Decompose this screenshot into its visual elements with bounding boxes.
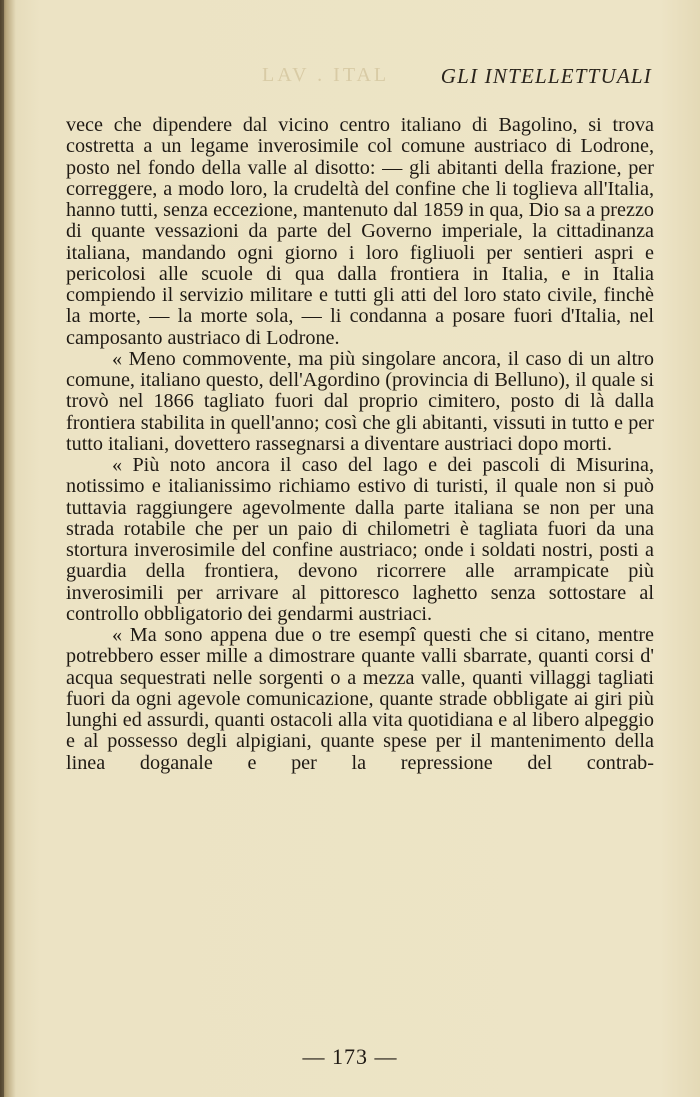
running-header: GLI INTELLETTUALI — [440, 64, 652, 88]
spine-shadow — [0, 0, 4, 1097]
body-text — [66, 115, 654, 774]
paragraph-4: « Ma sono appena due o tre esempî questi che si citano, mentre potrebbero esser mille a dimostrare quante valli sbarrate, quanti corsi d' acqua sequestrati nelle sorgenti o a mezza valle, quanti villaggi tagliati fuori da ogni agevole comunicazione, quante strade obbligate ai giri più lunghi ed assurdi, quanti ostacoli alla vita quotidiana e al libero alpeggio e al possesso degli alpigiani, quante spese per il mantenimento della linea doganale e per la repressione del contrab- — [66, 624, 654, 774]
paragraph-3: « Più noto ancora il caso del lago e dei pascoli di Misurina, notissimo e italianissimo richiamo estivo di turisti, il quale non si può tuttavia raggiungere agevolmente dalla parte italiana se non per una strada rotabile che per un paio di chilometri è tagliata fuori da una stortura inverosimile del confine austriaco; onde i soldati nostri, posti a guardia della frontiera, devono ricorrere alle arrampicate più inverosimili per arrivare al pittoresco laghetto senza sottostare al controllo obbligatorio dei gendarmi austriaci. — [66, 454, 654, 625]
page-number: — 173 — — [302, 1044, 398, 1069]
bleed-through-header: LAV . ITAL — [262, 64, 390, 86]
paragraph-1: vece che dipendere dal vicino centro italiano di Bagolino, si trova costretta a un legame inverosimile col comune austriaco di Lodrone, posto nel fondo della valle al disotto: — gli abitanti della frazione, per correggere, a modo loro, la crudeltà del confine che li toglieva all'Italia, hanno tutti, senza eccezione, mantenuto dal 1859 in qua, Dio sa a prezzo di quante vessazioni da parte del Governo imperiale, la cittadinanza italiana, mandando ogni giorno i loro figliuoli per sentieri aspri e pericolosi alle scuole di qua dalla frontiera in Italia, e in Italia compiendo il servizio militare e tutti gli atti del loro stato civile, finchè la morte, — la morte sola, — li condanna a posare fuori d'Italia, nel camposanto austriaco di Lodrone. — [66, 114, 654, 349]
paragraph-2: « Meno commovente, ma più singolare ancora, il caso di un altro comune, italiano questo, dell'Agordino (provincia di Belluno), il quale si trovò nel 1866 tagliato fuori dal proprio cimitero, posto di là dalla frontiera stabilita in quell'anno; così che gli abitanti, vissuti in tutto e per tutto italiani, dovettero rassegnarsi a diventare austriaci dopo morti. — [66, 347, 654, 455]
